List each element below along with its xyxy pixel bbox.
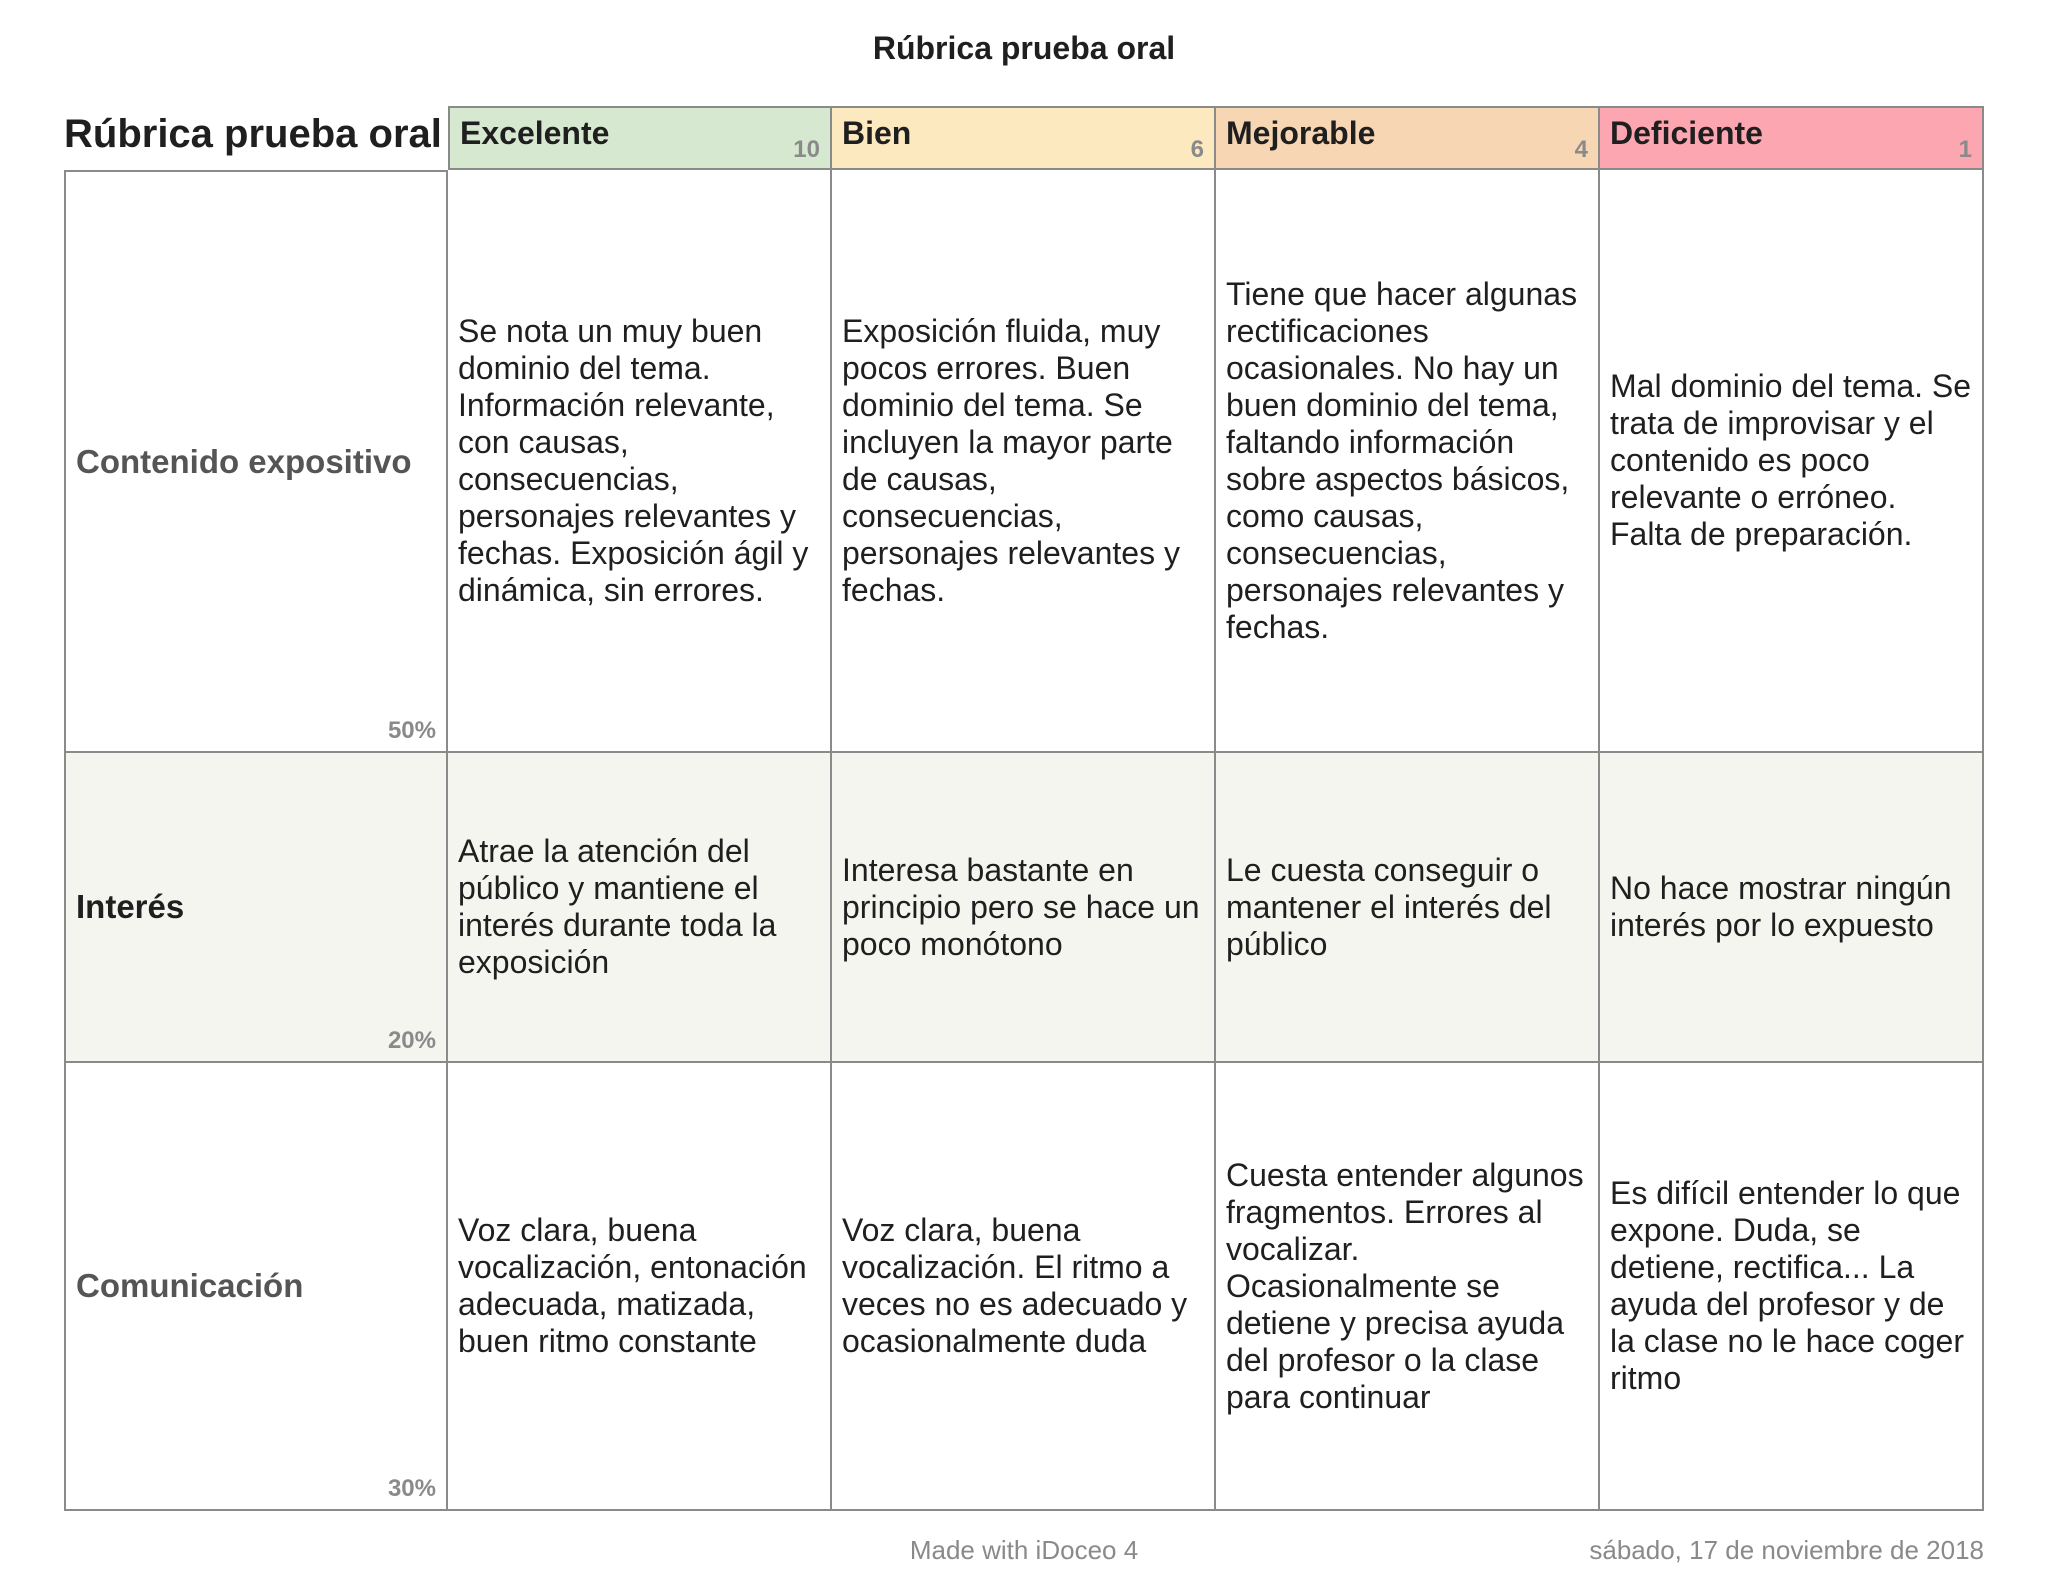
level-header-mejorable [1216,106,1600,170]
rubric-cell: Cuesta entender algunos fragmentos. Errores al vocalizar. Ocasionalmente se detiene y precisa ayuda del profesor o la clase para continuar [1216,1063,1600,1511]
rubric-cell: Exposición fluida, muy pocos errores. Buen dominio del tema. Se incluyen la mayor parte de causas, consecuencias, personajes relevantes y fechas. [832,170,1216,753]
rubric-cell: No hace mostrar ningún interés por lo expuesto [1600,753,1984,1063]
rubric-cell: Mal dominio del tema. Se trata de improvisar y el contenido es poco relevante o erróneo. Falta de preparación. [1600,170,1984,753]
criterion-weight: 50% [387,717,436,744]
rubric-cell: Le cuesta conseguir o mantener el interés del público [1216,753,1600,1063]
footer-made-with: Made with iDoceo 4 [909,1535,1139,1565]
criterion-contenido-expositivo [64,170,448,753]
rubric-cell: Interesa bastante en principio pero se hace un poco monótono [832,753,1216,1063]
criterion-interes [64,753,448,1063]
rubric-title: Rúbrica prueba oral [64,112,442,156]
criterion-name: Contenido expositivo [76,442,412,480]
footer-date: sábado, 17 de noviembre de 2018 [1589,1535,1984,1565]
rubric-cell: Tiene que hacer algunas rectificaciones ocasionales. No hay un buen dominio del tema, faltando información sobre aspectos básicos, como causas, consecuencias, personajes relevantes y fechas. [1216,170,1600,753]
level-name: Mejorable [1226,115,1376,151]
criterion-weight: 30% [387,1475,436,1502]
level-header-bien [832,106,1216,170]
level-header-deficiente [1600,106,1984,170]
rubric-cell: Atrae la atención del público y mantiene el interés durante toda la exposición [448,753,832,1063]
level-score: 10 [793,136,820,163]
level-score: 6 [1190,136,1204,163]
level-name: Excelente [460,115,610,151]
rubric-cell: Voz clara, buena vocalización. El ritmo a veces no es adecuado y ocasionalmente duda [832,1063,1216,1511]
rubric-table [64,106,1984,1511]
rubric-cell: Es difícil entender lo que expone. Duda, se detiene, rectifica... La ayuda del profesor y de la clase no le hace coger ritmo [1600,1063,1984,1511]
rubric-cell: Voz clara, buena vocalización, entonación adecuada, matizada, buen ritmo constante [448,1063,832,1511]
criterion-comunicacion [64,1063,448,1511]
level-score: 4 [1574,136,1588,163]
document-title: Rúbrica prueba oral [872,30,1176,66]
criterion-name: Comunicación [76,1267,304,1304]
criterion-name: Interés [76,888,185,925]
level-score: 1 [1958,136,1972,163]
criterion-weight: 20% [387,1027,436,1054]
rubric-cell: Se nota un muy buen dominio del tema. Información relevante, con causas, consecuencias, personajes relevantes y fechas. Exposición ágil y dinámica, sin errores. [448,170,832,753]
level-name: Bien [842,115,912,151]
level-name: Deficiente [1610,115,1763,151]
level-header-excelente [448,106,832,170]
